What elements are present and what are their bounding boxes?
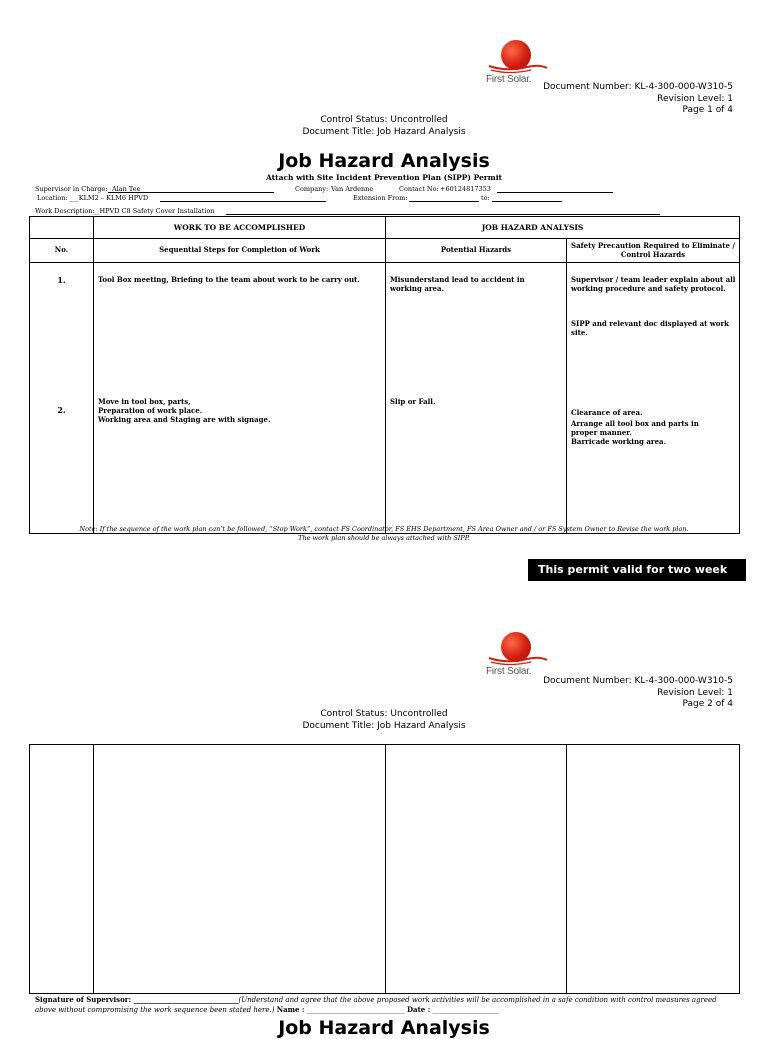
- document-number: Document Number: KL-4-300-000-W310-5: [543, 676, 733, 686]
- precaution-2c: Barricade working area.: [571, 437, 667, 446]
- control-status: Control Status: Uncontrolled: [320, 709, 448, 719]
- empty-cell-steps: [94, 745, 386, 994]
- step-number-2: 2.: [57, 405, 66, 415]
- supervisor-field-line: [108, 192, 274, 193]
- extension-to-label: to:: [481, 194, 490, 202]
- document-info-page2: [543, 676, 733, 711]
- step-number-1: 1.: [57, 275, 66, 285]
- date-label: Date :: [406, 1005, 431, 1014]
- brand-name: First Solar.: [486, 74, 532, 85]
- document-title: Document Title: Job Hazard Analysis: [302, 720, 466, 731]
- steps-cell: [94, 263, 386, 534]
- precaution-1b: SIPP and relevant doc displayed at work site.: [571, 319, 730, 337]
- document-info: [543, 82, 733, 117]
- header-blank: [30, 217, 94, 239]
- step-2-line-3: Working area and Staging are with signage.: [98, 415, 271, 424]
- precautions-cell: [567, 263, 740, 534]
- contact-field-line: [497, 192, 613, 193]
- extension-to-line: [492, 201, 562, 202]
- signature-label: Signature of Supervisor: [35, 995, 129, 1004]
- page-number: Page 2 of 4: [682, 699, 733, 709]
- brand-name: First Solar.: [486, 666, 532, 677]
- form-subtitle: Attach with Site Incident Prevention Plan (SIPP) Permit: [265, 173, 503, 182]
- note-line-2: The work plan should be always attached with SIPP.: [298, 534, 470, 542]
- company-value: Van Ardenne: [331, 185, 374, 193]
- supervisor-label: Supervisor in Charge:: [35, 185, 108, 193]
- document-title: Document Title: Job Hazard Analysis: [302, 126, 466, 137]
- revision-level: Revision Level: 1: [657, 93, 733, 104]
- column-header-precautions: Safety Precaution Required to Eliminate / Control Hazards: [567, 239, 740, 263]
- work-description-label: Work Description:: [35, 207, 95, 215]
- control-block: [0, 115, 768, 138]
- header-job-hazard-analysis: JOB HAZARD ANALYSIS: [386, 217, 740, 239]
- control-status: Control Status: Uncontrolled: [320, 115, 448, 125]
- extension-from-line: [409, 201, 479, 202]
- permit-validity-banner: This permit valid for two week: [528, 559, 746, 581]
- first-solar-logo-page2: [483, 632, 553, 678]
- supervisor-value: Alan Tee: [112, 185, 141, 193]
- hazard-2-text: Slip or Fall.: [390, 397, 436, 406]
- empty-cell-hazards: [386, 745, 567, 994]
- step-1-text: Tool Box meeting, Briefing to the team about work to be carry out.: [98, 275, 360, 284]
- contact-label: Contact No:: [399, 185, 439, 193]
- signature-statement: (Understand and agree that the above proposed work activities will be accomplished in a safe condition with control measures agreed above without compromising the work sequence been stated here.): [35, 996, 717, 1014]
- control-block-page2: [0, 709, 768, 732]
- location-label: Location:: [37, 194, 68, 202]
- column-header-no: No.: [30, 239, 94, 263]
- precaution-2a: Clearance of area.: [571, 408, 643, 417]
- precaution-1a: Supervisor / team leader explain about all working procedure and safety protocol.: [571, 275, 736, 293]
- extension-label: Extension From:: [353, 194, 408, 202]
- page-number: Page 1 of 4: [682, 105, 733, 115]
- location-field-line: [160, 201, 326, 202]
- job-hazard-table-page2: [29, 744, 740, 994]
- work-description-line: [226, 214, 660, 215]
- column-header-steps: Sequential Steps for Completion of Work: [94, 239, 386, 263]
- work-description-value: __HPVD C8 Safety Cover Installation: [93, 207, 215, 215]
- location-value: ___KLM2 – KLM6 HPVD: [69, 194, 149, 202]
- supervisor-signature-block: Signature of Supervisor: ______________________________(Understand and agree that the above proposed work activities will be accomplished in a safe condition with control measures agreed above without compromising the work sequence been stated here.) Name : ____________________________ Date : ___________________: [35, 995, 717, 1014]
- precaution-2b: Arrange all tool box and parts in proper manner.: [571, 419, 699, 437]
- hazards-cell: [386, 263, 567, 534]
- document-number: Document Number: KL-4-300-000-W310-5: [543, 82, 733, 92]
- header-work-to-be-accomplished: WORK TO BE ACCOMPLISHED: [94, 217, 386, 239]
- cut-off-title: Job Hazard Analysis: [278, 1017, 490, 1039]
- revision-level: Revision Level: 1: [657, 687, 733, 698]
- company-label: Company:: [295, 185, 329, 193]
- contact-value: +60124817353: [440, 185, 491, 193]
- job-hazard-table: [29, 216, 740, 534]
- step-2-line-1: Move in tool box, parts,: [98, 397, 191, 406]
- first-solar-logo: [483, 40, 553, 86]
- note-line-1: Note: If the sequence of the work plan can’t be followed, “Stop Work”, contact FS Coordinator, FS EHS Department, FS Area Owner and / or FS System Owner to Revise the work plan.: [79, 525, 689, 533]
- step-2-line-2: Preparation of work place.: [98, 406, 203, 415]
- table-body-row: [30, 263, 740, 534]
- hazard-1-text: Misunderstand lead to accident in working area.: [390, 275, 525, 293]
- empty-cell-no: [30, 745, 94, 994]
- empty-cell-precautions: [567, 745, 740, 994]
- step-number-cell: [30, 263, 94, 534]
- form-title: Job Hazard Analysis: [278, 150, 490, 172]
- name-label: Name :: [276, 1005, 305, 1014]
- column-header-hazards: Potential Hazards: [386, 239, 567, 263]
